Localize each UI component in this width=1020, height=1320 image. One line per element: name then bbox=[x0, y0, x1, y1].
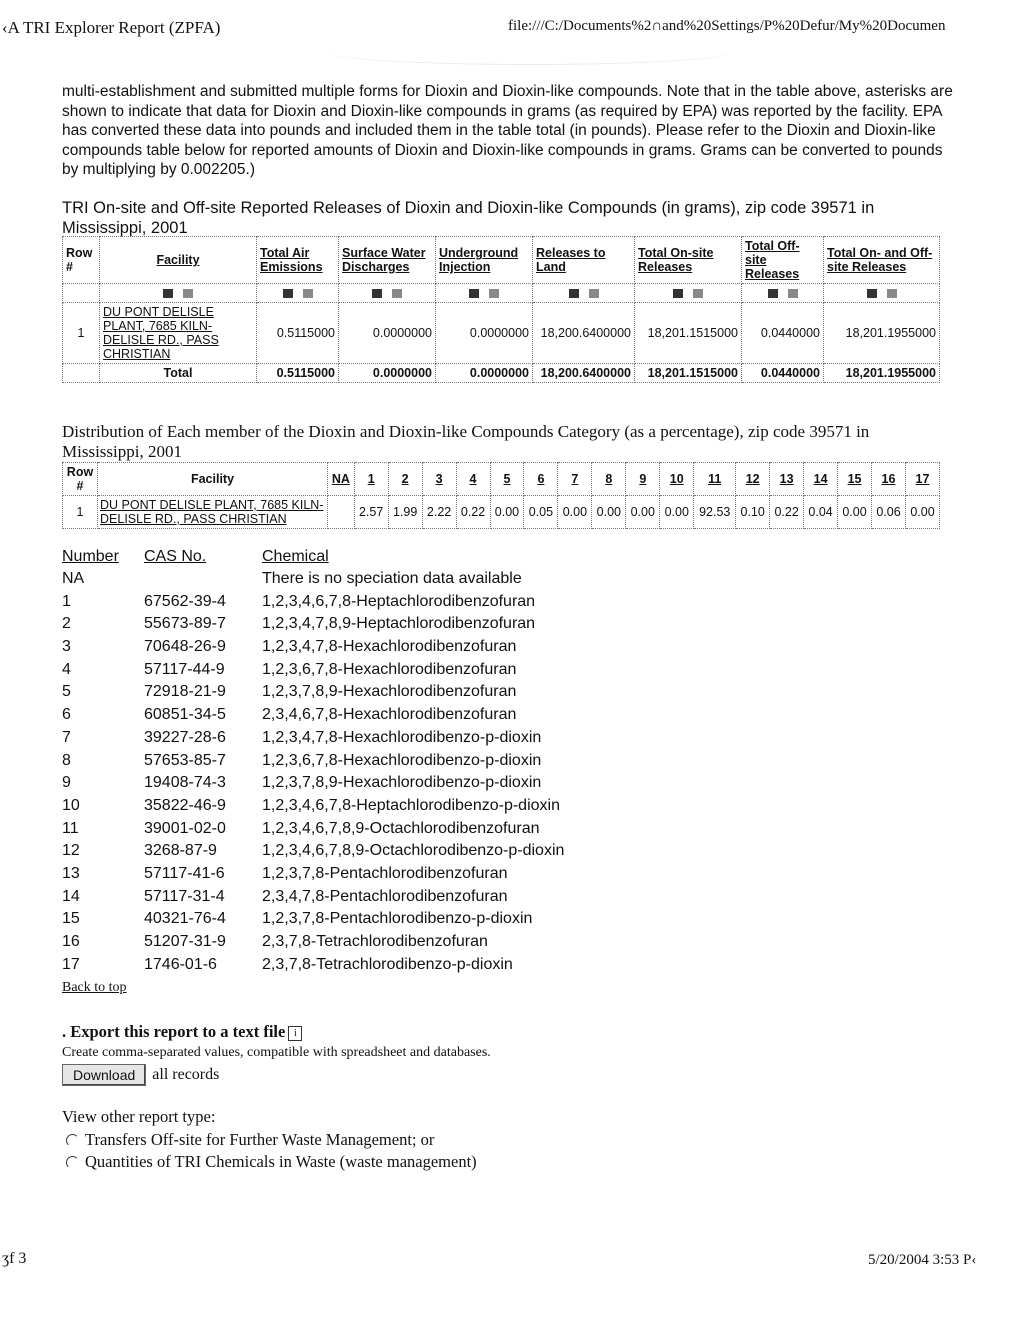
sort-desc-icon[interactable] bbox=[788, 289, 798, 298]
col-facility[interactable]: Facility bbox=[100, 237, 257, 284]
radio-label: Quantities of TRI Chemicals in Waste (waste management) bbox=[85, 1152, 477, 1171]
dist-col-8[interactable]: 8 bbox=[592, 463, 626, 496]
releases-table bbox=[62, 236, 940, 383]
offsite-value: 0.0440000 bbox=[742, 303, 824, 364]
air-value: 0.5115000 bbox=[257, 303, 339, 364]
chem-cas: 1746-01-6 bbox=[144, 955, 217, 973]
dist-col-2[interactable]: 2 bbox=[388, 463, 422, 496]
sort-underground bbox=[436, 284, 533, 303]
chemical-key-table bbox=[60, 546, 566, 976]
chem-number: 16 bbox=[62, 933, 80, 950]
chem-name: There is no speciation data available bbox=[262, 570, 522, 587]
list-item bbox=[60, 659, 566, 682]
dist-col-3[interactable]: 3 bbox=[422, 463, 456, 496]
list-item bbox=[60, 840, 566, 863]
chem-number: 12 bbox=[62, 842, 80, 860]
chem-name: 1,2,3,6,7,8-Hexachlorodibenzofuran bbox=[262, 660, 517, 678]
dist-value bbox=[328, 496, 355, 529]
list-item bbox=[60, 908, 566, 931]
sort-land bbox=[533, 284, 635, 303]
list-item bbox=[60, 772, 566, 795]
chem-number: NA bbox=[62, 570, 85, 587]
chem-name: 1,2,3,6,7,8-Hexachlorodibenzo-p-dioxin bbox=[262, 751, 542, 769]
radio-label: Transfers Off-site for Further Waste Management; or bbox=[85, 1130, 435, 1149]
window-title: ‹A TRI Explorer Report (ZPFA) bbox=[2, 18, 221, 37]
chem-name: 2,3,7,8-Tetrachlorodibenzo-p-dioxin bbox=[262, 955, 513, 973]
col-land[interactable]: Releases to Land bbox=[533, 237, 635, 284]
chem-number: 2 bbox=[62, 615, 71, 633]
chem-number: 3 bbox=[62, 638, 71, 656]
sort-asc-icon[interactable] bbox=[372, 289, 382, 298]
dist-col-5[interactable]: 5 bbox=[490, 463, 524, 496]
list-item bbox=[60, 636, 566, 659]
sort-row bbox=[63, 284, 940, 303]
row-number: 1 bbox=[63, 303, 100, 364]
table-row bbox=[63, 303, 940, 364]
chem-cas: 67562-39-4 bbox=[144, 592, 226, 610]
chem-cas: 57117-31-4 bbox=[144, 887, 225, 905]
sort-cell-empty bbox=[63, 284, 100, 303]
dist-value: 0.10 bbox=[736, 496, 770, 529]
list-item bbox=[60, 931, 566, 954]
chem-cas: 19408-74-3 bbox=[144, 774, 226, 792]
chem-name: 1,2,3,4,6,7,8-Heptachlorodibenzo-p-dioxin bbox=[262, 796, 560, 814]
list-item bbox=[60, 681, 566, 704]
chem-name: 1,2,3,4,6,7,8,9-Octachlorodibenzo-p-dioxin bbox=[262, 842, 565, 860]
dist-value: 0.00 bbox=[592, 496, 626, 529]
chem-cas bbox=[142, 568, 260, 591]
chem-cas: 3268-87-9 bbox=[144, 842, 217, 860]
dist-value: 0.00 bbox=[626, 496, 660, 529]
chem-name: 1,2,3,7,8,9-Hexachlorodibenzofuran bbox=[262, 683, 517, 701]
page-number: ʒf 3 bbox=[2, 1250, 27, 1267]
chem-name: 1,2,3,4,6,7,8,9-Octachlorodibenzofuran bbox=[262, 819, 540, 837]
dist-value: 1.99 bbox=[388, 496, 422, 529]
dist-col-4[interactable]: 4 bbox=[456, 463, 490, 496]
total-value: 18,201.1955000 bbox=[824, 303, 940, 364]
col-air[interactable]: Total Air Emissions bbox=[257, 237, 339, 284]
radio-icon[interactable] bbox=[66, 1134, 79, 1147]
land-value: 18,200.6400000 bbox=[533, 303, 635, 364]
chem-number: 8 bbox=[62, 751, 71, 769]
dist-value: 0.00 bbox=[838, 496, 872, 529]
chem-name: 1,2,3,4,6,7,8-Heptachlorodibenzofuran bbox=[262, 592, 536, 610]
list-item bbox=[60, 795, 566, 818]
dist-value: 0.04 bbox=[804, 496, 838, 529]
chem-name: 2,3,4,6,7,8-Hexachlorodibenzofuran bbox=[262, 706, 517, 724]
download-button[interactable]: Download bbox=[62, 1064, 146, 1086]
dist-value: 0.00 bbox=[660, 496, 694, 529]
distribution-title: Distribution of Each member of the Dioxin and Dioxin-like Compounds Category (as a percentage), zip code 39571 in Mississippi, 2001 bbox=[62, 422, 870, 461]
sort-asc-icon[interactable] bbox=[469, 289, 479, 298]
dist-col-na[interactable]: NA bbox=[328, 463, 355, 496]
sort-asc-icon[interactable] bbox=[569, 289, 579, 298]
col-water[interactable]: Surface Water Discharges bbox=[339, 237, 436, 284]
sort-desc-icon[interactable] bbox=[887, 289, 897, 298]
col-onsite[interactable]: Total On-site Releases bbox=[635, 237, 742, 284]
export-heading bbox=[62, 1022, 302, 1042]
sort-asc-icon[interactable] bbox=[867, 289, 877, 298]
table-row bbox=[63, 496, 940, 529]
col-offsite[interactable]: Total Off-site Releases bbox=[742, 237, 824, 284]
chem-header-row bbox=[60, 546, 566, 568]
facility-link[interactable]: DU PONT DELISLE PLANT, 7685 KILN-DELISLE RD., PASS CHRISTIAN bbox=[100, 303, 257, 364]
print-timestamp: 5/20/2004 3:53 P‹ bbox=[868, 1252, 977, 1268]
list-item bbox=[60, 818, 566, 841]
distribution-table bbox=[62, 462, 940, 529]
chem-cas: 70648-26-9 bbox=[144, 638, 226, 656]
chem-number: 13 bbox=[62, 864, 80, 882]
distribution-header-row bbox=[63, 463, 940, 496]
export-description: Create comma-separated values, compatible with spreadsheet and databases. bbox=[62, 1045, 491, 1060]
list-item bbox=[60, 886, 566, 909]
chem-cas: 40321-76-4 bbox=[144, 910, 226, 928]
releases-header-row bbox=[63, 237, 940, 284]
chem-number: 4 bbox=[62, 660, 71, 678]
chem-number: 17 bbox=[62, 955, 80, 973]
col-chemical: Chemical bbox=[262, 548, 329, 565]
chem-name: 2,3,4,7,8-Pentachlorodibenzofuran bbox=[262, 887, 508, 905]
radio-quantities[interactable] bbox=[66, 1152, 477, 1172]
onsite-value: 18,201.1515000 bbox=[635, 303, 742, 364]
sort-asc-icon[interactable] bbox=[673, 289, 683, 298]
dist-col-14[interactable]: 14 bbox=[804, 463, 838, 496]
dist-value: 2.22 bbox=[422, 496, 456, 529]
dist-col-11[interactable]: 11 bbox=[694, 463, 736, 496]
col-row: Row # bbox=[63, 237, 100, 284]
sort-air bbox=[257, 284, 339, 303]
sort-desc-icon[interactable] bbox=[589, 289, 599, 298]
chem-name: 2,3,7,8-Tetrachlorodibenzofuran bbox=[262, 933, 488, 950]
dist-col-13[interactable]: 13 bbox=[770, 463, 804, 496]
chem-cas: 51207-31-9 bbox=[144, 933, 226, 950]
dist-col-1[interactable]: 1 bbox=[354, 463, 388, 496]
download-suffix: all records bbox=[152, 1066, 220, 1083]
radio-transfers[interactable] bbox=[66, 1130, 434, 1150]
dist-value: 0.00 bbox=[905, 496, 939, 529]
col-total[interactable]: Total On- and Off-site Releases bbox=[824, 237, 940, 284]
chem-cas: 72918-21-9 bbox=[144, 683, 226, 701]
chem-name: 1,2,3,7,8-Pentachlorodibenzofuran bbox=[262, 864, 508, 882]
chem-number: 1 bbox=[62, 592, 71, 610]
sort-asc-icon[interactable] bbox=[768, 289, 778, 298]
sort-onsite bbox=[635, 284, 742, 303]
col-underground[interactable]: Underground Injection bbox=[436, 237, 533, 284]
list-item bbox=[60, 750, 566, 773]
chem-name: 1,2,3,4,7,8,9-Heptachlorodibenzofuran bbox=[262, 615, 536, 633]
list-item bbox=[60, 954, 566, 977]
dist-value: 0.22 bbox=[770, 496, 804, 529]
total-offsite: 0.0440000 bbox=[742, 364, 824, 383]
chem-name: 1,2,3,4,7,8-Hexachlorodibenzofuran bbox=[262, 638, 517, 656]
dist-col-row: Row # bbox=[63, 463, 98, 496]
dist-value: 2.57 bbox=[354, 496, 388, 529]
total-row-empty bbox=[63, 364, 100, 383]
total-onsite: 18,201.1515000 bbox=[635, 364, 742, 383]
dist-col-17[interactable]: 17 bbox=[905, 463, 939, 496]
chem-cas: 39001-02-0 bbox=[144, 819, 226, 837]
sort-facility bbox=[100, 284, 257, 303]
chem-body bbox=[60, 568, 566, 976]
sort-asc-icon[interactable] bbox=[283, 289, 293, 298]
dist-row-number: 1 bbox=[63, 496, 98, 529]
radio-icon[interactable] bbox=[66, 1156, 79, 1169]
list-item bbox=[60, 727, 566, 750]
chem-number: 11 bbox=[62, 819, 79, 837]
sort-desc-icon[interactable] bbox=[392, 289, 402, 298]
scan-mark bbox=[330, 40, 730, 65]
total-air: 0.5115000 bbox=[257, 364, 339, 383]
back-to-top-link[interactable]: Back to top bbox=[62, 980, 127, 995]
total-land: 18,200.6400000 bbox=[533, 364, 635, 383]
sort-desc-icon[interactable] bbox=[183, 289, 193, 298]
chem-number: 15 bbox=[62, 910, 80, 928]
total-all: 18,201.1955000 bbox=[824, 364, 940, 383]
dist-value: 0.06 bbox=[872, 496, 906, 529]
dist-value: 0.05 bbox=[524, 496, 558, 529]
underground-value: 0.0000000 bbox=[436, 303, 533, 364]
file-url: file:///C:/Documents%2∩and%20Settings/P%20Defur/My%20Documen bbox=[508, 18, 946, 34]
chem-cas: 57653-85-7 bbox=[144, 751, 226, 769]
chem-cas: 57117-41-6 bbox=[144, 864, 225, 882]
water-value: 0.0000000 bbox=[339, 303, 436, 364]
sort-asc-icon[interactable] bbox=[163, 289, 173, 298]
chem-cas: 35822-46-9 bbox=[144, 796, 226, 814]
dist-col-12[interactable]: 12 bbox=[736, 463, 770, 496]
dist-facility-link[interactable]: DU PONT DELISLE PLANT, 7685 KILN-DELISLE RD., PASS CHRISTIAN bbox=[98, 496, 328, 529]
dist-col-15[interactable]: 15 bbox=[838, 463, 872, 496]
sort-total bbox=[824, 284, 940, 303]
chem-number: 5 bbox=[62, 683, 71, 701]
chem-number: 9 bbox=[62, 774, 71, 792]
sort-water bbox=[339, 284, 436, 303]
chem-name: 1,2,3,7,8,9-Hexachlorodibenzo-p-dioxin bbox=[262, 774, 542, 792]
dist-value: 0.00 bbox=[490, 496, 524, 529]
note-paragraph: multi-establishment and submitted multiple forms for Dioxin and Dioxin-like compounds. Note that in the table above, asterisks are shown to indicate that data for Dioxin and Dioxin-like compounds in grams (as required by EPA) was reported by the facility. EPA has converted these data into pounds and included them in the table total (in pounds). Please refer to the Dioxin and Dioxin-like compounds table below for reported amounts of Dioxin and Dioxin-like compounds in grams. Grams can be converted to pounds by multiplying by 0.002205.) bbox=[62, 83, 953, 178]
releases-title: TRI On-site and Off-site Reported Releases of Dioxin and Dioxin-like Compounds (in grams), zip code 39571 in Mississippi, 2001 bbox=[62, 199, 875, 237]
list-item bbox=[60, 863, 566, 886]
sort-desc-icon[interactable] bbox=[693, 289, 703, 298]
dist-col-10[interactable]: 10 bbox=[660, 463, 694, 496]
sort-desc-icon[interactable] bbox=[303, 289, 313, 298]
dist-value: 0.00 bbox=[558, 496, 592, 529]
col-cas: CAS No. bbox=[144, 548, 207, 565]
sort-offsite bbox=[742, 284, 824, 303]
dist-col-7[interactable]: 7 bbox=[558, 463, 592, 496]
other-reports-title: View other report type: bbox=[62, 1107, 216, 1126]
col-number: Number bbox=[62, 548, 119, 565]
list-item bbox=[60, 568, 566, 591]
list-item bbox=[60, 613, 566, 636]
chem-number: 7 bbox=[62, 728, 71, 746]
chem-name: 1,2,3,4,7,8-Hexachlorodibenzo-p-dioxin bbox=[262, 728, 542, 746]
dist-value: 0.22 bbox=[456, 496, 490, 529]
list-item bbox=[60, 704, 566, 727]
dist-col-16[interactable]: 16 bbox=[872, 463, 906, 496]
chem-number: 10 bbox=[62, 796, 80, 814]
total-label: Total bbox=[100, 364, 257, 383]
download-row bbox=[62, 1064, 219, 1086]
chem-cas: 55673-89-7 bbox=[144, 615, 226, 633]
sort-desc-icon[interactable] bbox=[489, 289, 499, 298]
dist-col-facility: Facility bbox=[98, 463, 328, 496]
total-underground: 0.0000000 bbox=[436, 364, 533, 383]
chem-number: 6 bbox=[62, 706, 71, 724]
chem-name: 1,2,3,7,8-Pentachlorodibenzo-p-dioxin bbox=[262, 910, 533, 928]
chem-cas: 60851-34-5 bbox=[144, 706, 226, 724]
info-icon[interactable]: i bbox=[288, 1026, 302, 1041]
chem-cas: 39227-28-6 bbox=[144, 728, 226, 746]
dist-col-6[interactable]: 6 bbox=[524, 463, 558, 496]
list-item bbox=[60, 591, 566, 614]
chem-cas: 57117-44-9 bbox=[144, 660, 225, 678]
chem-number: 14 bbox=[62, 887, 80, 905]
export-title: . Export this report to a text file bbox=[62, 1022, 286, 1041]
dist-col-9[interactable]: 9 bbox=[626, 463, 660, 496]
dist-value: 92.53 bbox=[694, 496, 736, 529]
total-row bbox=[63, 364, 940, 383]
total-water: 0.0000000 bbox=[339, 364, 436, 383]
